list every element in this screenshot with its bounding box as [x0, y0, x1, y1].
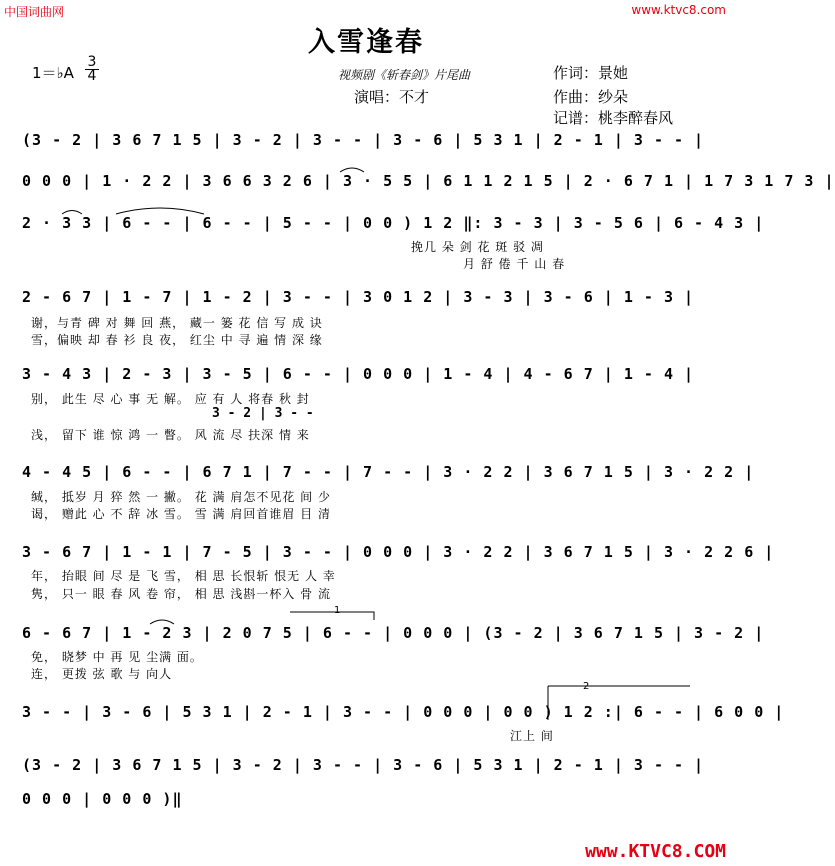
score-line-10: (3 - 2 | 3 6 7 1 5 | 3 - 2 | 3 - - | 3 - 6 | 5 3 1 | 2 - 1 | 3 - - |: [22, 756, 705, 774]
time-signature-top: 3: [87, 54, 97, 70]
score-line-4: 2 - 6 7 | 1 - 7 | 1 - 2 | 3 - - | 3 0 1 2 | 3 - 3 | 3 - 6 | 1 - 3 |: [22, 288, 695, 306]
lyric-line-4-verse-1: 谢，与青 碑 对 舞 回 燕， 藏一 篓 花 信 写 成 诀: [31, 316, 323, 330]
volta-1-label: 1: [334, 605, 341, 616]
lyric-line-6-verse-1: 缄， 抵岁 月 猝 然 一 撇。 花 满 肩怎不见花 间 少: [31, 490, 331, 504]
volta-1-bracket: [290, 612, 374, 620]
slur-2: [340, 168, 364, 172]
lyric-line-9: 江上 间: [510, 729, 554, 743]
song-title: 入雪逢春: [308, 27, 424, 58]
lyric-line-7-verse-1: 年， 抬眼 间 尽 是 飞 雪， 相 思 长恨斩 恨无 人 幸: [31, 569, 336, 583]
score-line-5-variant: 3 - 2 | 3 - -: [212, 406, 314, 421]
site-watermark-left: 中国词曲网: [4, 5, 65, 19]
score-line-9: 3 - - | 3 - 6 | 5 3 1 | 2 - 1 | 3 - - | 0 0 0 | 0 0 ) 1 2 :| 6 - - | 6 0 0 |: [22, 703, 785, 721]
score-line-11: 0 0 0 | 0 0 0 )‖: [22, 790, 183, 808]
volta-2-bracket: [548, 686, 690, 720]
score-line-1: (3 - 2 | 3 6 7 1 5 | 3 - 2 | 3 - - | 3 - 6 | 5 3 1 | 2 - 1 | 3 - - |: [22, 131, 705, 149]
slur-4: [150, 620, 174, 624]
slur-1: [116, 208, 204, 214]
slur-3: [62, 211, 82, 215]
transcriber-credit: 记谱：桃李醉春风: [553, 109, 674, 127]
volta-2-label: 2: [583, 681, 590, 692]
score-line-6: 4 - 4 5 | 6 - - | 6 7 1 | 7 - - | 7 - - | 3 · 2 2 | 3 6 7 1 5 | 3 · 2 2 |: [22, 463, 755, 481]
song-subtitle: 视频剧《斩春剑》片尾曲: [338, 68, 471, 82]
key-signature: 1＝♭A: [32, 64, 74, 82]
score-line-7: 3 - 6 7 | 1 - 1 | 7 - 5 | 3 - - | 0 0 0 | 3 · 2 2 | 3 6 7 1 5 | 3 · 2 2 6 |: [22, 543, 775, 561]
lyric-line-7-verse-2: 隽， 只一 眼 春 风 卷 帘， 相 思 浅斟一杯入 骨 流: [31, 587, 331, 601]
lyric-line-5-verse-1: 别， 此生 尽 心 事 无 解。 应 有 人 将春 秋 封: [31, 392, 310, 406]
site-watermark-footer: www.KTVC8.COM: [585, 841, 726, 862]
lyric-line-5-verse-2: 浅， 留下 谁 惊 鸿 一 瞥。 风 流 尽 扶深 情 来: [31, 428, 310, 442]
lyric-line-8-verse-1: 免， 晓梦 中 再 见 尘满 面。: [31, 650, 203, 664]
lyric-line-6-verse-2: 谒， 赠此 心 不 辞 冰 雪。 雪 满 肩回首谁眉 目 清: [31, 507, 331, 521]
lyric-line-4-verse-2: 雪，偏映 却 春 衫 良 夜， 红尘 中 寻 遍 情 深 缘: [31, 333, 323, 347]
lyric-line-8-verse-2: 连， 更拨 弦 歌 与 向人: [31, 667, 173, 681]
time-signature-bottom: 4: [85, 69, 99, 83]
score-line-2: 0 0 0 | 1 · 2 2 | 3 6 6 3 2 6 | 3 · 5 5 | 6 1 1 2 1 5 | 2 · 6 7 1 | 1 7 3 1 7 3 |: [22, 172, 835, 190]
lyricist-credit: 作词：景她: [553, 64, 629, 82]
lyric-line-3-verse-1: 挽几 朵 剑 花 斑 驳 凋: [411, 240, 544, 254]
score-line-5: 3 - 4 3 | 2 - 3 | 3 - 5 | 6 - - | 0 0 0 | 1 - 4 | 4 - 6 7 | 1 - 4 |: [22, 365, 695, 383]
score-line-8: 6 - 6 7 | 1 - 2 3 | 2 0 7 5 | 6 - - | 0 0 0 | (3 - 2 | 3 6 7 1 5 | 3 - 2 |: [22, 624, 765, 642]
lyric-line-3-verse-2: 月 舒 倦 千 山 春: [463, 257, 566, 271]
site-watermark-right: www.ktvc8.com: [631, 3, 726, 17]
singer-credit: 演唱：不才: [354, 88, 430, 106]
score-line-3: 2 · 3 3 | 6 - - | 6 - - | 5 - - | 0 0 ) 1 2 ‖: 3 - 3 | 3 - 5 6 | 6 - 4 3 |: [22, 214, 765, 232]
composer-credit: 作曲：纱朵: [553, 88, 629, 106]
